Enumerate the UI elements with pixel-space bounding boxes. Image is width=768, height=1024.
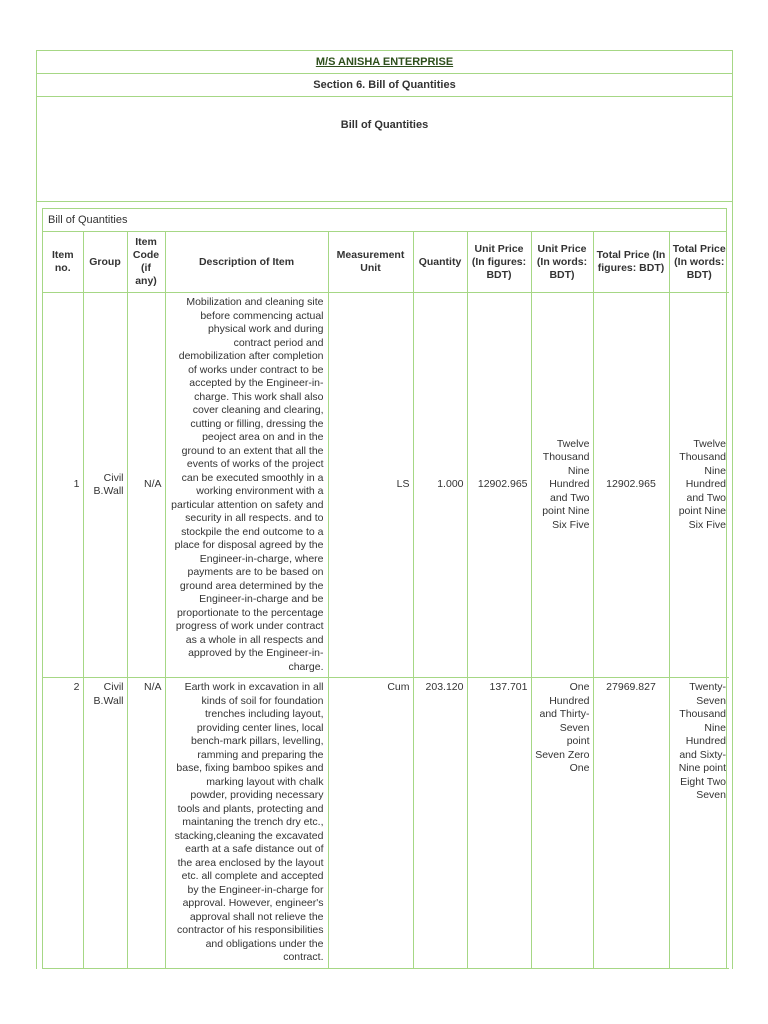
cell-description: Earth work in excavation in all kinds of soil for foundation trenches including layout, providing center lines, local bench-mark pillars, levelling, ramming and preparing the base, fixing bamboo spikes and marking layout with chalk powder, providing necessary tools and plants, protecting and maintaning the trench dry etc., stacking,cleaning the excavated earth at a safe distance out of the area enclosed by the layout etc. all complete and accepted by the Engineer-in-charge for approval. However, engineer's approval shall not relieve the contractor of his responsibilities and obligations under the contract. [165,678,328,969]
cell-item-no: 1 [43,293,83,678]
cell-unit-price-words: Twelve Thousand Nine Hundred and Two point Nine Six Five [531,293,593,678]
col-header-unit-price-words: Unit Price (In words: BDT) [531,232,593,293]
cell-total-price-words: Twelve Thousand Nine Hundred and Two point Nine Six Five [669,293,729,678]
document-frame [36,50,733,969]
boq-title: Bill of Quantities [340,119,429,131]
section-title: Section 6. Bill of Quantities [313,79,456,91]
boq-title-row [37,97,732,202]
col-header-group: Group [83,232,127,293]
boq-table [43,232,729,969]
table-row [43,293,729,678]
cell-item-no: 2 [43,678,83,969]
cell-unit: LS [328,293,413,678]
cell-total-price-words: Twenty-Seven Thousand Nine Hundred and Sixty-Nine point Eight Two Seven [669,678,729,969]
cell-item-code: N/A [127,293,165,678]
cell-group: Civil B.Wall [83,293,127,678]
cell-total-price-figures: 27969.827 [593,678,669,969]
cell-unit-price-figures: 12902.965 [467,293,531,678]
cell-description: Mobilization and cleaning site before commencing actual physical work and during contract period and demobilization after completion of works under contract to be accepted by the Engineer-in-charge. This work shall also cover cleaning and clearing, cutting or filling, dressing the peoject area on and in the ground to an extent that all the events of works of the project can be executed smoothly in a working environment with a particular attention on safety and security in all respects. and to stockpile the end outcome to a place for disposal agreed by the Engineer-in-charge, where payments are to be based on ground area determined by the Engineer-in-charge and be proportionate to the percentage progress of work under contract as a whole in all respects and approved by the Engineer-in-charge. [165,293,328,678]
col-header-total-price-figures: Total Price (In figures: BDT) [593,232,669,293]
cell-unit: Cum [328,678,413,969]
boq-table-container [42,208,727,969]
cell-unit-price-figures: 137.701 [467,678,531,969]
cell-quantity: 203.120 [413,678,467,969]
table-header-row [43,232,729,293]
col-header-total-price-words: Total Price (In words: BDT) [669,232,729,293]
col-header-unit-price-figures: Unit Price (In figures: BDT) [467,232,531,293]
table-row [43,678,729,969]
cell-group: Civil B.Wall [83,678,127,969]
company-name-row [37,51,732,74]
table-caption: Bill of Quantities [43,209,726,232]
col-header-item-code: Item Code (if any) [127,232,165,293]
cell-unit-price-words: One Hundred and Thirty-Seven point Seven Zero One [531,678,593,969]
cell-total-price-figures: 12902.965 [593,293,669,678]
col-header-description: Description of Item [165,232,328,293]
col-header-unit: Measurement Unit [328,232,413,293]
col-header-item-no: Item no. [43,232,83,293]
section-title-row [37,74,732,97]
col-header-quantity: Quantity [413,232,467,293]
cell-item-code: N/A [127,678,165,969]
company-name: M/S ANISHA ENTERPRISE [315,56,454,68]
cell-quantity: 1.000 [413,293,467,678]
